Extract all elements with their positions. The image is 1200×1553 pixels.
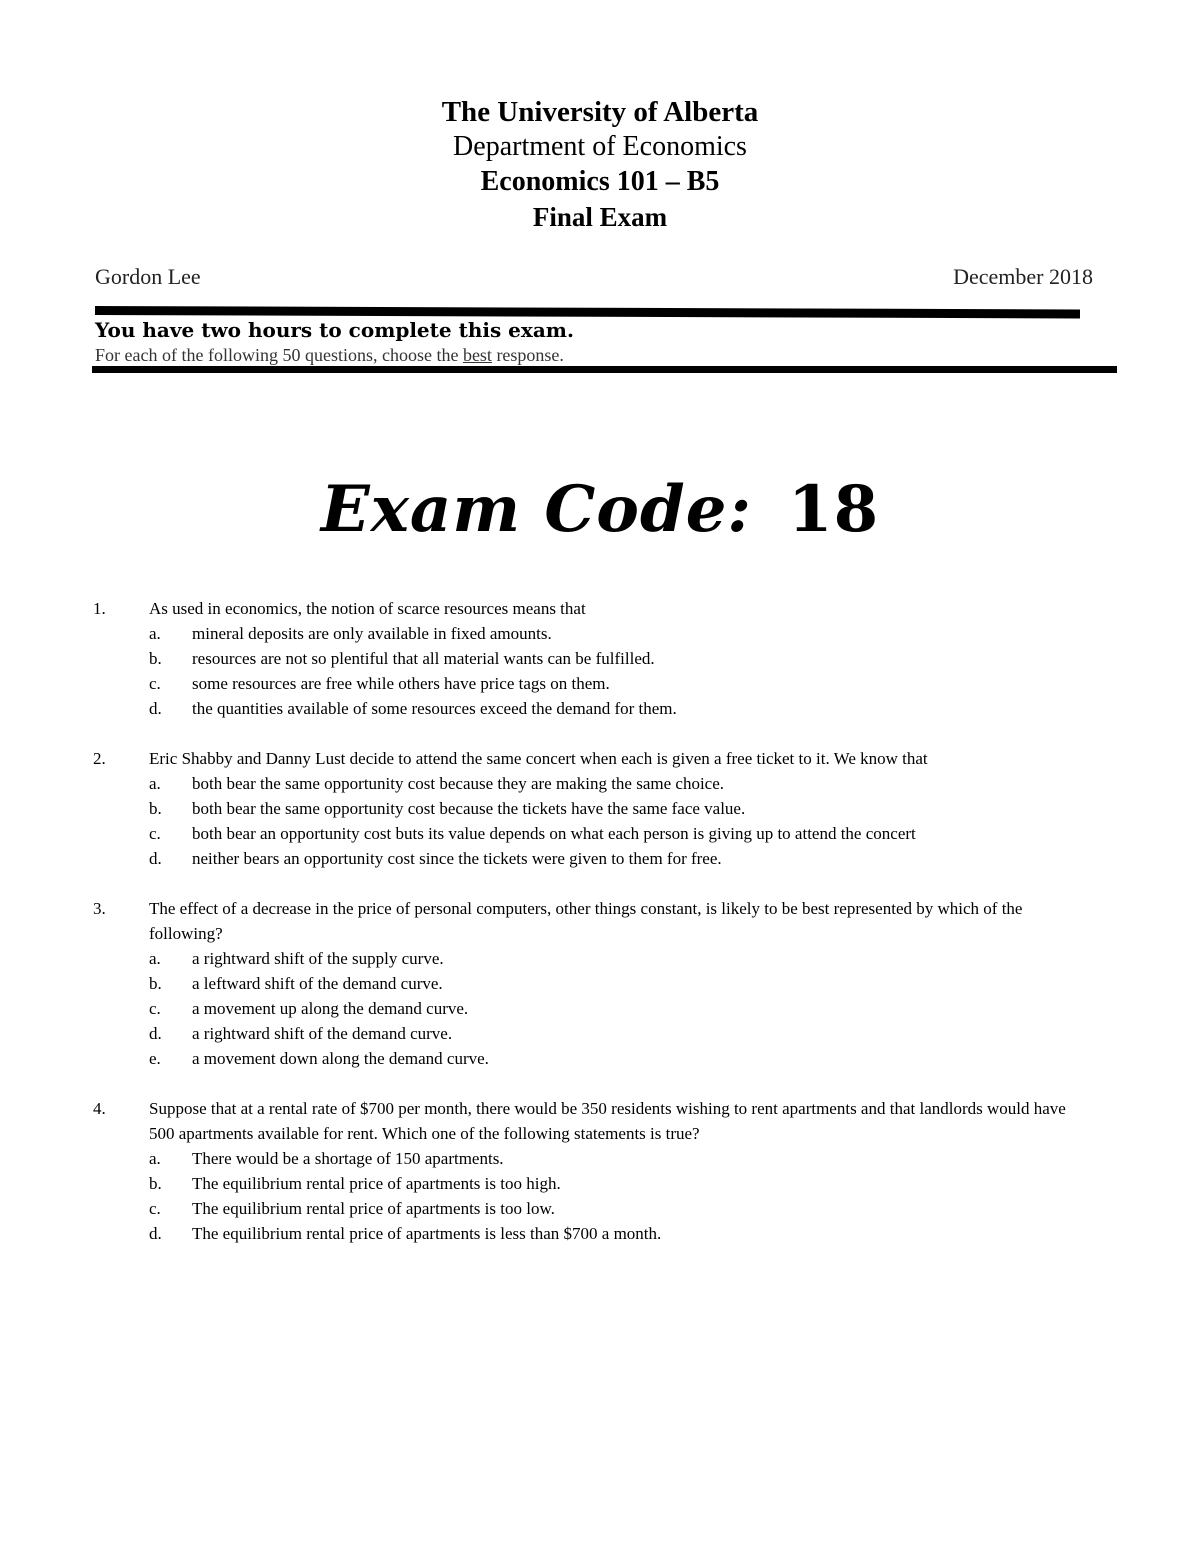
question-text: Eric Shabby and Danny Lust decide to attend the same concert when each is given a free ticket to it. We know that: [149, 749, 928, 768]
instruction-emphasis: best: [462, 345, 492, 365]
instruction-text-end: response.: [491, 345, 564, 365]
option-letter: d.: [149, 849, 162, 868]
option-text: The equilibrium rental price of apartments is too low.: [192, 1199, 555, 1218]
answer-option: [0, 1221, 1007, 1246]
question-number: 3.: [93, 899, 106, 918]
option-letter: a.: [149, 1149, 161, 1168]
option-letter: e.: [149, 1049, 161, 1068]
option-text: There would be a shortage of 150 apartments.: [192, 1149, 504, 1168]
option-text: a leftward shift of the demand curve.: [192, 974, 443, 993]
question-stem: [0, 596, 1084, 621]
author-name: Gordon Lee: [95, 264, 201, 289]
answer-option: [0, 621, 1007, 646]
option-text: both bear the same opportunity cost because the tickets have the same face value.: [192, 799, 746, 818]
option-text: the quantities available of some resources exceed the demand for them.: [192, 699, 677, 718]
question-text: Suppose that at a rental rate of $700 per month, there would be 350 residents wishing to rent apartments and that landlords would have 500 apartments available for rent. Which one of the following statements is true?: [149, 1099, 1066, 1143]
exam-date: December 2018: [953, 264, 1093, 289]
question-list: [0, 596, 1200, 1271]
question-text: The effect of a decrease in the price of personal computers, other things constant, is likely to be best represented by which of the following?: [149, 899, 1023, 943]
option-letter: d.: [149, 1224, 162, 1243]
option-text: resources are not so plentiful that all material wants can be fulfilled.: [192, 649, 655, 668]
answer-instruction: [95, 346, 564, 366]
answer-option: [0, 1146, 1007, 1171]
question-number: 1.: [93, 599, 106, 618]
option-letter: c.: [149, 1199, 161, 1218]
option-letter: d.: [149, 699, 162, 718]
exam-code-label: Exam Code:: [320, 472, 753, 547]
answer-option: [0, 1046, 1007, 1071]
option-text: mineral deposits are only available in fixed amounts.: [192, 624, 552, 643]
department-title: Department of Economics: [453, 131, 747, 162]
question: [0, 896, 1200, 1071]
bottom-divider: [92, 366, 1117, 373]
answer-option: [0, 796, 1007, 821]
option-letter: b.: [149, 649, 162, 668]
question: [0, 596, 1200, 721]
answer-option: [0, 1021, 1007, 1046]
option-letter: d.: [149, 1024, 162, 1043]
answer-option: [0, 846, 1007, 871]
answer-option: [0, 696, 1007, 721]
question: [0, 1096, 1200, 1246]
option-letter: a.: [149, 624, 161, 643]
answer-option: [0, 971, 1007, 996]
option-letter: a.: [149, 774, 161, 793]
answer-option: [0, 646, 1007, 671]
answer-option: [0, 771, 1007, 796]
option-text: a movement up along the demand curve.: [192, 999, 469, 1018]
question: [0, 746, 1200, 871]
question-stem: [0, 896, 1084, 946]
option-text: The equilibrium rental price of apartments is too high.: [192, 1174, 561, 1193]
question-stem: [0, 746, 1084, 771]
option-text: a rightward shift of the supply curve.: [192, 949, 444, 968]
answer-option: [0, 1196, 1007, 1221]
option-letter: a.: [149, 949, 161, 968]
answer-option: [0, 946, 1007, 971]
option-text: a rightward shift of the demand curve.: [192, 1024, 453, 1043]
option-text: both bear the same opportunity cost because they are making the same choice.: [192, 774, 725, 793]
course-title: Economics 101 – B5: [480, 166, 720, 197]
question-text: As used in economics, the notion of scarce resources means that: [149, 599, 586, 618]
answer-option: [0, 996, 1007, 1021]
question-stem: [0, 1096, 1084, 1146]
question-number: 2.: [93, 749, 106, 768]
answer-option: [0, 671, 1007, 696]
exam-title: Final Exam: [532, 202, 668, 232]
option-letter: b.: [149, 799, 162, 818]
time-instruction: You have two hours to complete this exam.: [95, 318, 574, 342]
answer-option: [0, 821, 1007, 846]
instruction-text-start: For each of the following 50 questions, choose the: [95, 345, 463, 365]
option-text: a movement down along the demand curve.: [192, 1049, 489, 1068]
option-letter: b.: [149, 974, 162, 993]
top-divider: [95, 306, 1080, 318]
option-letter: b.: [149, 1174, 162, 1193]
exam-code-value: 18: [788, 472, 880, 547]
option-text: neither bears an opportunity cost since the tickets were given to them for free.: [192, 849, 722, 868]
answer-option: [0, 1171, 1007, 1196]
option-text: both bear an opportunity cost buts its value depends on what each person is giving up to attend the concert: [192, 824, 916, 843]
option-letter: c.: [149, 824, 161, 843]
question-number: 4.: [93, 1099, 106, 1118]
option-text: some resources are free while others have price tags on them.: [192, 674, 610, 693]
option-letter: c.: [149, 674, 161, 693]
university-title: The University of Alberta: [441, 96, 759, 128]
option-letter: c.: [149, 999, 161, 1018]
exam-code: [0, 472, 1200, 547]
option-text: The equilibrium rental price of apartments is less than $700 a month.: [192, 1224, 662, 1243]
